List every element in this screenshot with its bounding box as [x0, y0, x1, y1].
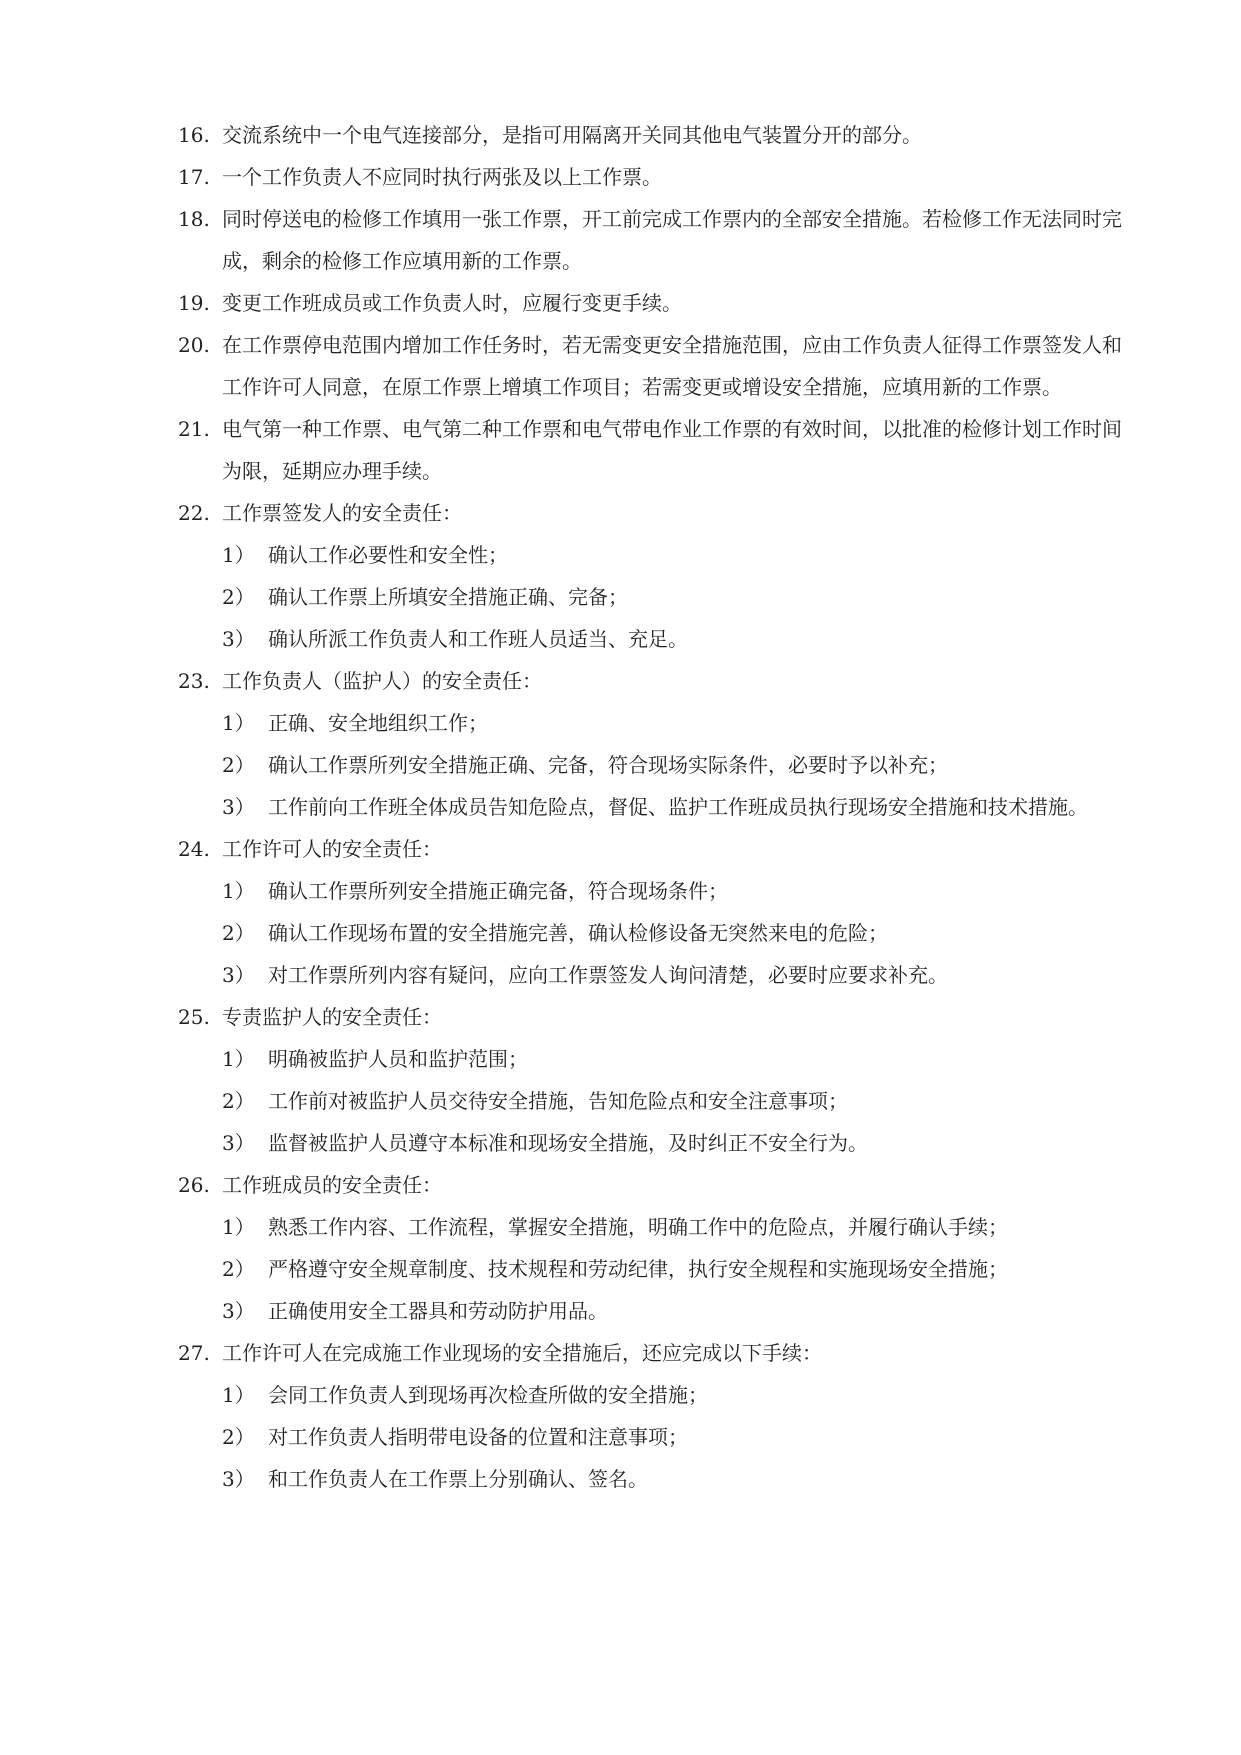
sub-item: [178, 618, 1122, 660]
item-text: 工作许可人在完成施工作业现场的安全措施后，还应完成以下手续：: [222, 1341, 822, 1365]
list-item-16: [178, 114, 1122, 156]
sub-item-text: 对工作票所列内容有疑问，应向工作票签发人询问清楚，必要时应要求补充。: [268, 963, 948, 987]
sub-item-text: 确认工作现场布置的安全措施完善，确认检修设备无突然来电的危险；: [268, 921, 888, 945]
sub-item-number: 2）: [222, 1425, 255, 1449]
item-number: 21.: [178, 417, 210, 441]
sub-item: [178, 1248, 1122, 1290]
sub-item-number: 3）: [222, 1131, 255, 1155]
list-item-20: [178, 324, 1122, 408]
item-number: 23.: [178, 669, 210, 693]
item-text: 在工作票停电范围内增加工作任务时，若无需变更安全措施范围，应由工作负责人征得工作票签发人和工作许可人同意，在原工作票上增填工作项目；若需变更或增设安全措施，应填用新的工作票。: [222, 333, 1122, 399]
sub-item-number: 3）: [222, 795, 255, 819]
item-number: 20.: [178, 333, 210, 357]
sub-item-text: 确认工作票所列安全措施正确、完备，符合现场实际条件，必要时予以补充；: [268, 753, 948, 777]
sub-item-text: 工作前对被监护人员交待安全措施，告知危险点和安全注意事项；: [268, 1089, 848, 1113]
item-text: 工作票签发人的安全责任：: [222, 501, 462, 525]
sub-item: [178, 702, 1122, 744]
sub-item-number: 2）: [222, 585, 255, 609]
item-number: 26.: [178, 1173, 210, 1197]
item-number: 24.: [178, 837, 210, 861]
sub-item-number: 1）: [222, 543, 255, 567]
item-text: 同时停送电的检修工作填用一张工作票，开工前完成工作票内的全部安全措施。若检修工作无法同时完成，剩余的检修工作应填用新的工作票。: [222, 207, 1122, 273]
item-number: 16.: [178, 123, 210, 147]
document-body: [178, 114, 1122, 1500]
item-number: 25.: [178, 1005, 210, 1029]
sub-item-text: 严格遵守安全规章制度、技术规程和劳动纪律，执行安全规程和实施现场安全措施；: [268, 1257, 1008, 1281]
item-number: 18.: [178, 207, 210, 231]
list-item-27: [178, 1332, 1122, 1374]
item-text: 一个工作负责人不应同时执行两张及以上工作票。: [222, 165, 662, 189]
list-item-24: [178, 828, 1122, 870]
sub-item: [178, 1290, 1122, 1332]
list-item-18: [178, 198, 1122, 282]
sub-item-text: 熟悉工作内容、工作流程，掌握安全措施，明确工作中的危险点，并履行确认手续；: [268, 1215, 1008, 1239]
item-text: 电气第一种工作票、电气第二种工作票和电气带电作业工作票的有效时间，以批准的检修计划工作时间为限，延期应办理手续。: [222, 417, 1122, 483]
sub-item: [178, 786, 1122, 828]
sub-item: [178, 1080, 1122, 1122]
list-item-21: [178, 408, 1122, 492]
sub-item-text: 监督被监护人员遵守本标准和现场安全措施，及时纠正不安全行为。: [268, 1131, 868, 1155]
sub-item-number: 3）: [222, 1467, 255, 1491]
list-item-17: [178, 156, 1122, 198]
sub-item-number: 3）: [222, 963, 255, 987]
sub-item-text: 确认工作必要性和安全性；: [268, 543, 508, 567]
sub-item: [178, 1122, 1122, 1164]
sub-item: [178, 1038, 1122, 1080]
sub-item: [178, 1206, 1122, 1248]
item-text: 工作许可人的安全责任：: [222, 837, 442, 861]
sub-item-number: 1）: [222, 711, 255, 735]
item-number: 19.: [178, 291, 210, 315]
list-item-22: [178, 492, 1122, 534]
list-item-26: [178, 1164, 1122, 1206]
sub-item-text: 确认工作票所列安全措施正确完备，符合现场条件；: [268, 879, 728, 903]
sub-item: [178, 576, 1122, 618]
sub-item-text: 正确使用安全工器具和劳动防护用品。: [268, 1299, 608, 1323]
sub-item-number: 3）: [222, 1299, 255, 1323]
sub-item: [178, 1416, 1122, 1458]
sub-item: [178, 744, 1122, 786]
sub-item-text: 和工作负责人在工作票上分别确认、签名。: [268, 1467, 648, 1491]
sub-item-number: 2）: [222, 921, 255, 945]
sub-item-text: 对工作负责人指明带电设备的位置和注意事项；: [268, 1425, 688, 1449]
sub-item-text: 正确、安全地组织工作；: [268, 711, 488, 735]
sub-item-number: 1）: [222, 1383, 255, 1407]
item-number: 27.: [178, 1341, 210, 1365]
list-item-23: [178, 660, 1122, 702]
sub-item-text: 工作前向工作班全体成员告知危险点，督促、监护工作班成员执行现场安全措施和技术措施。: [268, 795, 1088, 819]
item-text: 工作班成员的安全责任：: [222, 1173, 442, 1197]
item-text: 交流系统中一个电气连接部分，是指可用隔离开关同其他电气装置分开的部分。: [222, 123, 922, 147]
sub-item: [178, 1458, 1122, 1500]
sub-item: [178, 954, 1122, 996]
sub-item-number: 1）: [222, 1047, 255, 1071]
list-item-25: [178, 996, 1122, 1038]
item-text: 工作负责人（监护人）的安全责任：: [222, 669, 542, 693]
list-item-19: [178, 282, 1122, 324]
sub-item: [178, 534, 1122, 576]
sub-item-text: 会同工作负责人到现场再次检查所做的安全措施；: [268, 1383, 708, 1407]
sub-item-number: 1）: [222, 879, 255, 903]
sub-item: [178, 1374, 1122, 1416]
sub-item-number: 2）: [222, 753, 255, 777]
sub-item-number: 2）: [222, 1257, 255, 1281]
item-number: 17.: [178, 165, 210, 189]
item-number: 22.: [178, 501, 210, 525]
sub-item-text: 明确被监护人员和监护范围；: [268, 1047, 528, 1071]
sub-item: [178, 870, 1122, 912]
sub-item-number: 3）: [222, 627, 255, 651]
sub-item-text: 确认所派工作负责人和工作班人员适当、充足。: [268, 627, 688, 651]
sub-item: [178, 912, 1122, 954]
sub-item-text: 确认工作票上所填安全措施正确、完备；: [268, 585, 628, 609]
sub-item-number: 1）: [222, 1215, 255, 1239]
item-text: 专责监护人的安全责任：: [222, 1005, 442, 1029]
sub-item-number: 2）: [222, 1089, 255, 1113]
item-text: 变更工作班成员或工作负责人时，应履行变更手续。: [222, 291, 682, 315]
